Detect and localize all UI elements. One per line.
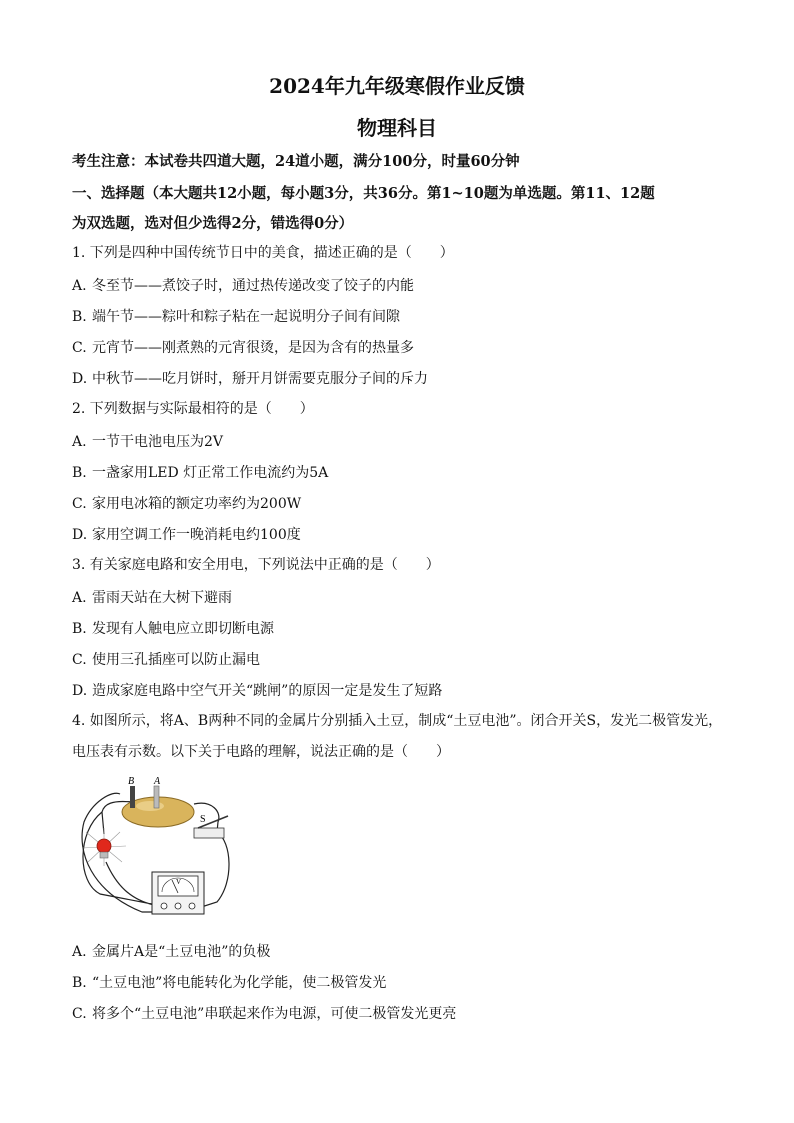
option-letter: D. <box>72 371 88 387</box>
switch-label: S <box>200 814 206 825</box>
question-4-stem-line1: 4. 如图所示，将A、B两种不同的金属片分别插入土豆，制成“土豆电池”。闭合开关S，发光二极管发光， <box>72 713 723 729</box>
option-text: 一盏家用LED 灯正常工作电流约为5A <box>92 465 329 481</box>
plate-b-label: B <box>128 776 135 787</box>
question-2-stem: 2. 下列数据与实际最相符的是（ ） <box>72 401 314 417</box>
metal-plate-b <box>130 786 135 808</box>
option-text: 金属片A是“土豆电池”的负极 <box>92 944 271 960</box>
option-letter: B. <box>72 309 87 325</box>
exam-notice: 考生注意：本试卷共四道大题，24道小题，满分100分，时量60分钟 <box>72 153 520 170</box>
question-3-option-a <box>72 587 232 607</box>
question-3-option-b <box>72 618 274 638</box>
question-3-option-c <box>72 649 260 669</box>
option-letter: A. <box>72 590 87 606</box>
option-letter: D. <box>72 527 88 543</box>
question-4-option-b <box>72 972 386 992</box>
option-letter: A. <box>72 944 87 960</box>
question-2-option-c <box>72 493 301 513</box>
option-text: 家用空调工作一晚消耗电约100度 <box>92 527 301 543</box>
switch-base <box>194 828 224 838</box>
option-text: 发现有人触电应立即切断电源 <box>92 621 274 637</box>
plate-a-label: A <box>154 776 161 787</box>
question-1-option-a <box>72 275 414 295</box>
voltmeter-label: V <box>176 878 182 886</box>
question-3-stem: 3. 有关家庭电路和安全用电，下列说法中正确的是（ ） <box>72 557 440 573</box>
potato-highlight <box>136 801 164 811</box>
option-text: 冬至节——煮饺子时，通过热传递改变了饺子的内能 <box>92 278 414 294</box>
question-4-stem-line2: 电压表有示数。以下关于电路的理解，说法正确的是（ ） <box>72 744 450 760</box>
option-text: 使用三孔插座可以防止漏电 <box>92 652 260 668</box>
option-letter: C. <box>72 1006 87 1022</box>
option-letter: A. <box>72 434 87 450</box>
option-text: 雷雨天站在大树下避雨 <box>92 590 232 606</box>
section-heading-line1: 一、选择题（本大题共12小题，每小题3分，共36分。第1~10题为单选题。第11、12题 <box>72 185 655 202</box>
option-letter: C. <box>72 340 87 356</box>
option-letter: B. <box>72 465 87 481</box>
option-text: 元宵节——刚煮熟的元宵很烫，是因为含有的热量多 <box>92 340 414 356</box>
option-letter: B. <box>72 621 87 637</box>
option-letter: C. <box>72 652 87 668</box>
potato-battery-circuit-figure <box>72 772 252 922</box>
question-1-option-d <box>72 368 428 388</box>
option-text: 造成家庭电路中空气开关“跳闸”的原因一定是发生了短路 <box>92 683 443 699</box>
option-letter: C. <box>72 496 87 512</box>
option-letter: B. <box>72 975 87 991</box>
question-2-option-a <box>72 431 223 451</box>
subject-title: 物理科目 <box>357 116 437 140</box>
question-3-option-d <box>72 680 442 700</box>
option-letter: A. <box>72 278 87 294</box>
question-2-option-b <box>72 462 328 482</box>
section-heading-line2: 为双选题，选对但少选得2分，错选得0分） <box>72 215 354 232</box>
option-text: 家用电冰箱的额定功率约为200W <box>92 496 302 512</box>
option-text: 将多个“土豆电池”串联起来作为电源，可使二极管发光更亮 <box>92 1006 457 1022</box>
question-1-option-c <box>72 337 414 357</box>
question-4-option-c <box>72 1003 456 1023</box>
option-text: 端午节——粽叶和粽子粘在一起说明分子间有间隙 <box>92 309 400 325</box>
option-letter: D. <box>72 683 88 699</box>
question-4-option-a <box>72 941 270 961</box>
led-icon <box>82 828 126 866</box>
option-text: “土豆电池”将电能转化为化学能，使二极管发光 <box>92 975 387 991</box>
option-text: 中秋节——吃月饼时，掰开月饼需要克服分子间的斥力 <box>92 371 428 387</box>
voltmeter-icon <box>152 872 204 914</box>
question-1-stem: 1. 下列是四种中国传统节日中的美食，描述正确的是（ ） <box>72 245 454 261</box>
exam-title: 2024年九年级寒假作业反馈 <box>269 74 525 98</box>
metal-plate-a <box>154 786 159 808</box>
option-text: 一节干电池电压为2V <box>92 434 224 450</box>
question-2-option-d <box>72 524 301 544</box>
question-1-option-b <box>72 306 400 326</box>
